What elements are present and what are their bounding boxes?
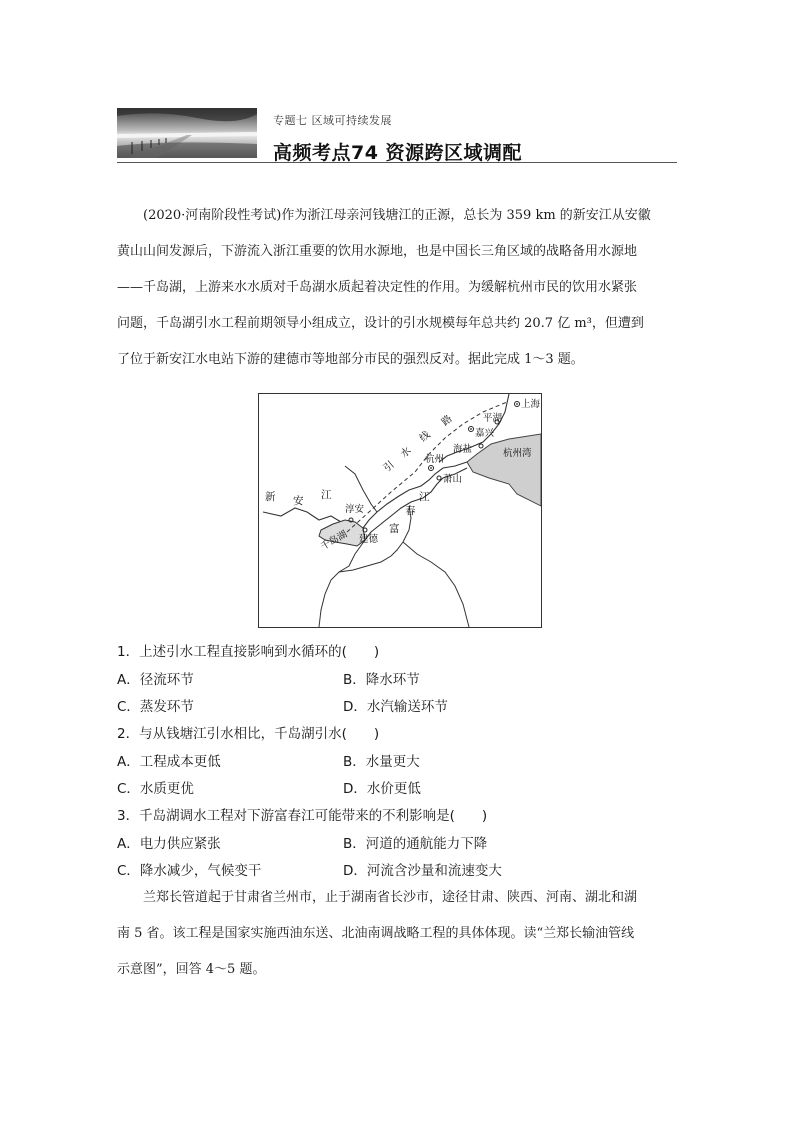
question-1-option-a[interactable]: A．径流环节 xyxy=(117,672,194,688)
question-3-stem: 3．千岛湖调水工程对下游富春江可能带来的不利影响是( ) xyxy=(117,808,488,824)
intro-line: (2020·河南阶段性考试)作为浙江母亲河钱塘江的正源，总长为 359 km 的新安江从安徽 xyxy=(143,208,651,223)
water-diversion-map xyxy=(258,393,542,628)
map-label-haiyan: 海盐 xyxy=(453,444,473,455)
outro-line: 南 5 省。该工程是国家实施西油东送、北油南调战略工程的具体体现。读“兰郑长输油管线 xyxy=(117,926,635,941)
map-label-xin: 新 xyxy=(265,491,276,503)
page-title: 高频考点74 资源跨区域调配 xyxy=(273,142,523,164)
map-label-qiandaohu: 千岛湖 xyxy=(319,528,350,553)
map-label-jiaxing: 嘉兴 xyxy=(475,428,495,439)
map-label-fu: 富 xyxy=(389,523,400,535)
question-1-option-b[interactable]: B．降水环节 xyxy=(343,672,420,688)
map-label-route-xian: 线 xyxy=(417,429,433,445)
header-landscape-photo xyxy=(117,108,257,158)
map-label-route-shui: 水 xyxy=(398,445,414,461)
question-2-option-c[interactable]: C．水质更优 xyxy=(117,781,194,797)
outro-line: 兰郑长管道起于甘肃省兰州市，止于湖南省长沙市，途径甘肃、陕西、河南、湖北和湖 xyxy=(143,890,638,905)
question-2-option-d[interactable]: D．水价更低 xyxy=(343,781,421,797)
question-1-option-d[interactable]: D．水汽输送环节 xyxy=(343,699,448,715)
map-label-jiang-fuchun: 江 xyxy=(419,491,430,503)
map-label-pinghu: 平湖 xyxy=(483,413,503,424)
map-label-jiang-xinan: 江 xyxy=(321,489,332,501)
map-label-route-yin: 引 xyxy=(381,459,397,475)
header-divider xyxy=(117,162,677,163)
question-3-option-d[interactable]: D．河流含沙量和流速变大 xyxy=(343,863,502,879)
question-2-option-a[interactable]: A．工程成本更低 xyxy=(117,754,221,770)
intro-line: 问题，千岛湖引水工程前期领导小组成立，设计的引水规模每年总共约 20.7 亿 m³，但遭到 xyxy=(117,316,644,331)
map-label-hangzhouwan: 杭州湾 xyxy=(503,448,532,459)
outro-paragraph xyxy=(117,880,677,988)
map-label-route-lu: 路 xyxy=(439,413,455,429)
question-2-stem: 2．与从钱塘江引水相比，千岛湖引水( ) xyxy=(117,726,380,742)
map-label-jiande: 建德 xyxy=(359,534,379,545)
map-label-shanghai: 上海 xyxy=(521,399,541,410)
question-3-option-a[interactable]: A．电力供应紧张 xyxy=(117,836,221,852)
question-1-option-c[interactable]: C．蒸发环节 xyxy=(117,699,194,715)
intro-line: 了位于新安江水电站下游的建德市等地部分市民的强烈反对。据此完成 1～3 题。 xyxy=(117,352,584,367)
map-label-chun: 春 xyxy=(405,505,416,517)
question-2-option-b[interactable]: B．水量更大 xyxy=(343,754,420,770)
intro-line: ——千岛湖，上游来水水质对千岛湖水质起着决定性的作用。为缓解杭州市民的饮用水紧张 xyxy=(117,280,638,295)
question-3-option-b[interactable]: B．河道的通航能力下降 xyxy=(343,836,488,852)
intro-line: 黄山山间发源后，下游流入浙江重要的饮用水源地，也是中国长三角区域的战略备用水源地 xyxy=(117,244,638,259)
question-1-stem: 1．上述引水工程直接影响到水循环的( ) xyxy=(117,644,380,660)
map-label-chunan: 淳安 xyxy=(345,504,365,515)
map-label-hangzhou: 杭州 xyxy=(425,454,445,465)
map-label-xiaoshan: 萧山 xyxy=(443,474,463,485)
map-label-an: 安 xyxy=(293,495,304,507)
section-label: 专题七 区域可持续发展 xyxy=(273,114,392,127)
question-3-option-c[interactable]: C．降水减少，气候变干 xyxy=(117,863,262,879)
intro-paragraph xyxy=(117,198,677,378)
outro-line: 示意图”，回答 4～5 题。 xyxy=(117,962,266,977)
